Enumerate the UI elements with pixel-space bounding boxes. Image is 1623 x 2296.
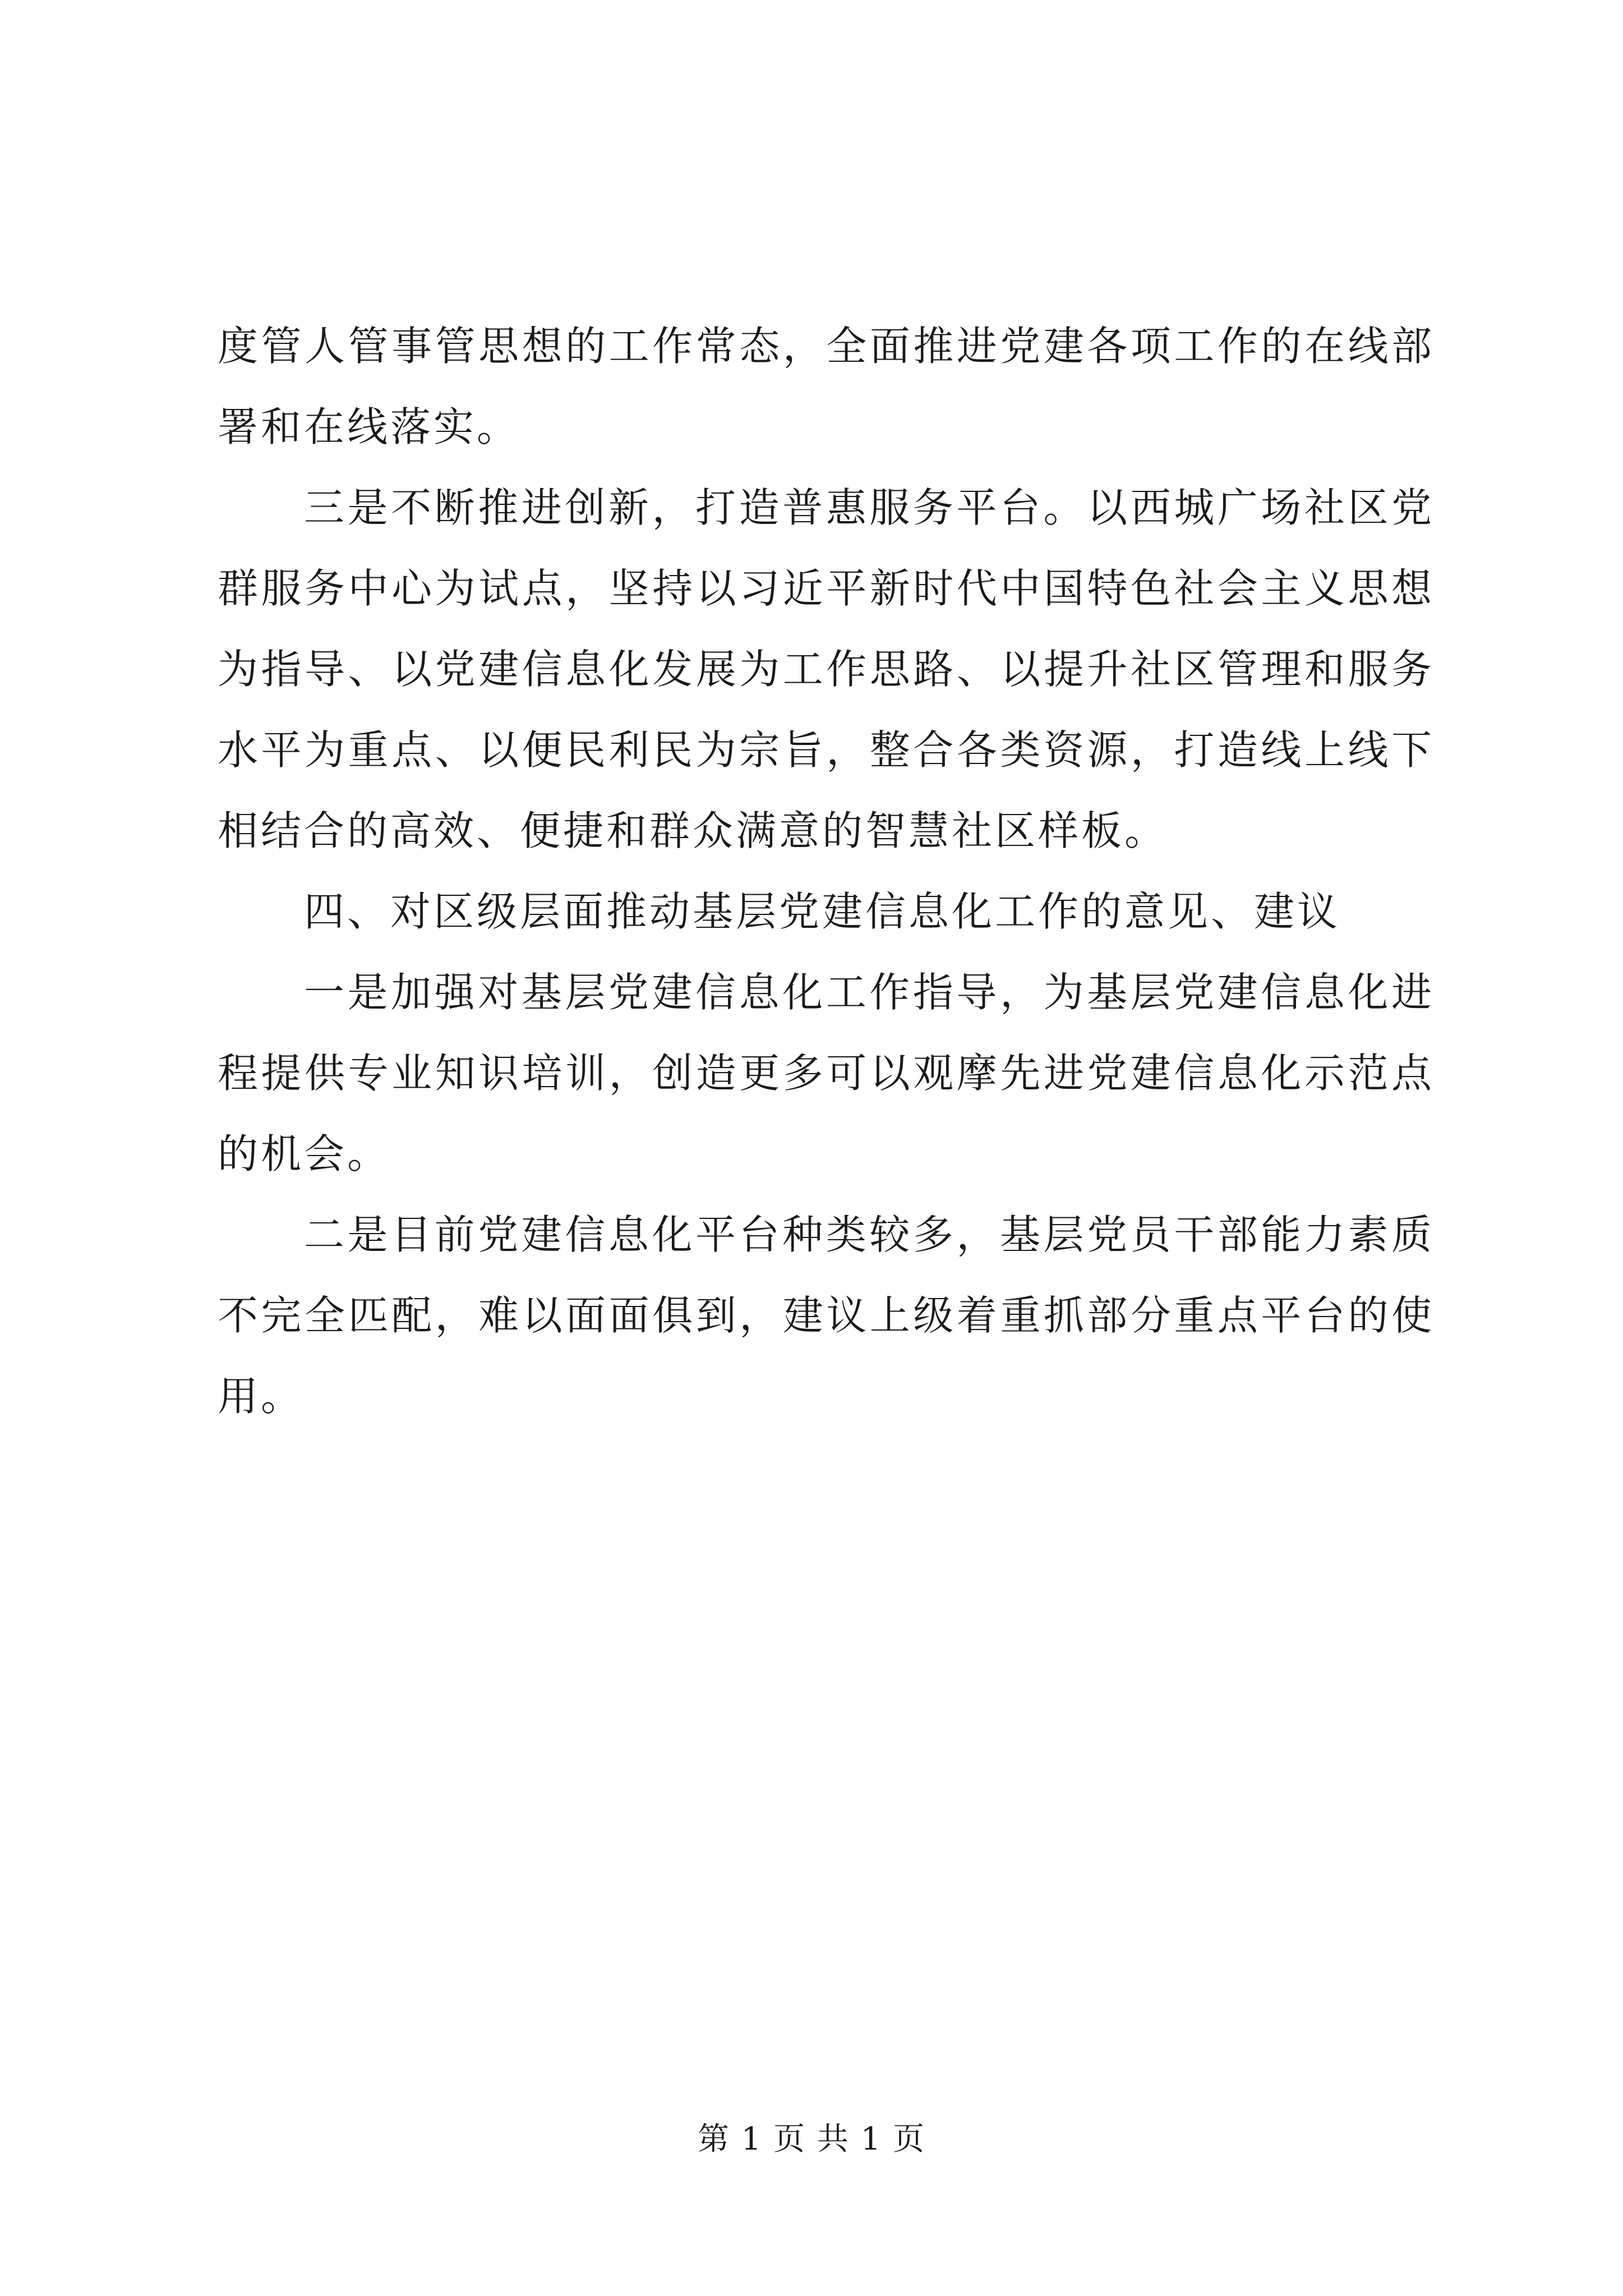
paragraph-point-three: 三是不断推进创新，打造普惠服务平台。以西城广场社区党群服务中心为试点，坚持以习近平新时代中国特色社会主义思想为指导、以党建信息化发展为工作思路、以提升社区管理和服务水平为重点、以便民利民为宗旨，整合各类资源，打造线上线下相结合的高效、便捷和群众满意的智慧社区样板。	[218, 484, 1435, 854]
document-body	[218, 306, 1435, 1437]
page-number-footer: 第 1 页 共 1 页	[697, 2121, 926, 2157]
paragraph-suggestion-one: 一是加强对基层党建信息化工作指导，为基层党建信息化进程提供专业知识培训，创造更多可以观摩先进党建信息化示范点的机会。	[218, 969, 1435, 1177]
section-heading-four: 四、对区级层面推动基层党建信息化工作的意见、建议	[304, 888, 1341, 935]
paragraph-suggestion-two: 二是目前党建信息化平台种类较多，基层党员干部能力素质不完全匹配，难以面面俱到，建议上级着重抓部分重点平台的使用。	[218, 1211, 1435, 1420]
paragraph-continuation: 度管人管事管思想的工作常态，全面推进党建各项工作的在线部署和在线落实。	[218, 323, 1435, 450]
